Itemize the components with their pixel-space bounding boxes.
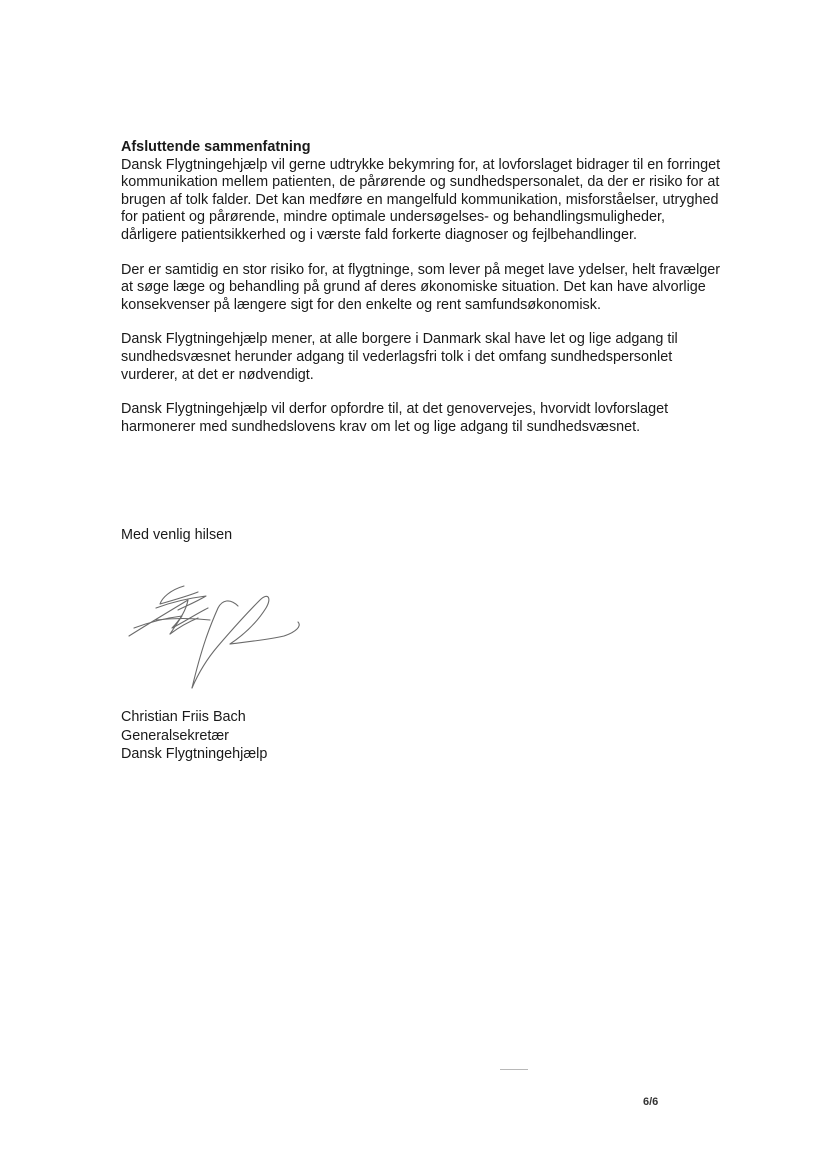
signer-title: Generalsekretær: [121, 727, 229, 744]
signer-block: [121, 708, 267, 764]
paragraph-3: Dansk Flygtningehjælp mener, at alle borgere i Danmark skal have let og lige adgang til sundhedsvæsnet herunder adgang til vederlagsfri tolk i det omfang sundhedspersonlet vurderer, at det er nødvendigt.: [121, 331, 678, 383]
closing-salutation: Med venlig hilsen: [121, 527, 233, 543]
document-body: [121, 139, 721, 453]
section-heading: Afsluttende sammenfatning: [121, 139, 311, 155]
handwritten-signature: [126, 578, 306, 690]
paragraph-1: Dansk Flygtningehjælp vil gerne udtrykke bekymring for, at lovforslaget bidrager til en forringet kommunikation mellem patienten, de pårørende og sundhedspersonalet, da der er risiko for at brugen af tolk falder. Det kan medføre en mangelfuld kommunikation, misforståelser, utryghed for patient og pårørende, mindre optimale undersøgelses- og behandlingsmuligheder, dårligere patientsikkerhed og i værste fald forkerte diagnoser og fejlbehandlinger.: [121, 156, 721, 243]
scan-artifact: [500, 1069, 528, 1070]
signer-organization: Dansk Flygtningehjælp: [121, 746, 268, 762]
page-number: 6/6: [643, 1096, 659, 1108]
paragraph-2: Der er samtidig en stor risiko for, at flygtninge, som lever på meget lave ydelser, helt fravælger at søge læge og behandling på grund af deres økonomiske situation. Det kan have alvorlige konsekvenser på længere sigt for den enkelte og rent samfundsøkonomisk.: [121, 261, 721, 313]
signer-name: Christian Friis Bach: [121, 709, 246, 725]
paragraph-4: Dansk Flygtningehjælp vil derfor opfordre til, at det genovervejes, hvorvidt lovforslaget harmonerer med sundhedslovens krav om let og lige adgang til sundhedsvæsnet.: [121, 401, 669, 435]
